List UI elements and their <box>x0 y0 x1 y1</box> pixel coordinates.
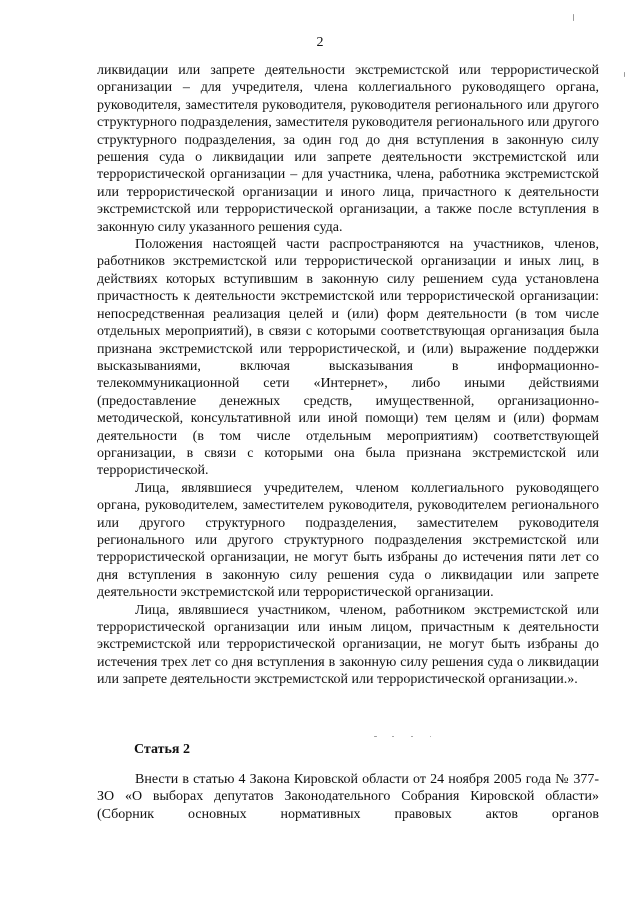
scan-mark <box>573 14 574 21</box>
article-heading: Статья 2 <box>134 742 190 757</box>
scan-mark <box>392 736 394 737</box>
scan-mark <box>624 72 625 77</box>
scan-mark <box>411 736 413 737</box>
page-number: 2 <box>316 35 324 50</box>
scan-mark <box>430 736 431 737</box>
article-paragraph: Внести в статью 4 Закона Кировской области от 24 ноября 2005 года № 377-ЗО «О выборах депутатов Законодательного Собрания Кировской области» (Сборник основных нормативных правовых актов органов <box>97 772 599 822</box>
paragraph-2: Положения настоящей части распространяются на участников, членов, работников экстремистской или террористической организации и иных лиц, в действиях которых вступившим в законную силу решением суда установлена причастность к деятельности экстремистской или террористической организации: непосредственная реализация целей и (или) форм деятельности (в том числе отдельных мероприятий), в связи с которыми соответствующая организация была признана экстремистской или террористической, и (или) выражение поддержки высказываниями, включая высказывания в информационно-телекоммуникационной сети «Интернет», либо иными действиями (предоставление денежных средств, имущественной, организационно-методической, консультативной или иной помощи) тем целям и (или) формам деятельности (в том числе отдельным мероприятиям) соответствующей организации, в связи с которыми она была признана экстремистской или террористической. <box>97 237 599 479</box>
paragraph-3: Лица, являвшиеся учредителем, членом коллегиального руководящего органа, руководителем, заместителем руководителя, руководителем регионального или другого структурного подразделения, заместителем руководителя регионального или другого структурного подразделения экстремистской или террористической организации, не могут быть избраны до истечения пяти лет со дня вступления в законную силу решения суда о ликвидации или запрете деятельности экстремистской или террористической организации. <box>97 480 599 601</box>
document-body <box>97 62 599 689</box>
paragraph-4: Лица, являвшиеся участником, членом, работником экстремистской или террористической организации или иным лицом, причастным к деятельности экстремистской или террористической организации, не могут быть избраны до истечения трех лет со дня вступления в законную силу решения суда о ликвидации или запрете деятельности экстремистской или террористической организации.». <box>97 602 599 688</box>
article-body <box>97 771 599 823</box>
paragraph-1: ликвидации или запрете деятельности экстремистской или террористической организации – для учредителя, члена коллегиального руководящего органа, руководителя, заместителя руководителя, руководителя регионального или другого структурного подразделения, заместителя руководителя регионального или другого структурного подразделения, за один год до дня вступления в законную силу решения суда о ликвидации или запрете деятельности экстремистской или террористической организации – для участника, члена, работника экстремистской или террористической организации и иного лица, причастного к деятельности экстремистской или террористической организации, а также после вступления в законную силу указанного решения суда. <box>97 63 599 235</box>
scan-mark <box>374 736 377 737</box>
